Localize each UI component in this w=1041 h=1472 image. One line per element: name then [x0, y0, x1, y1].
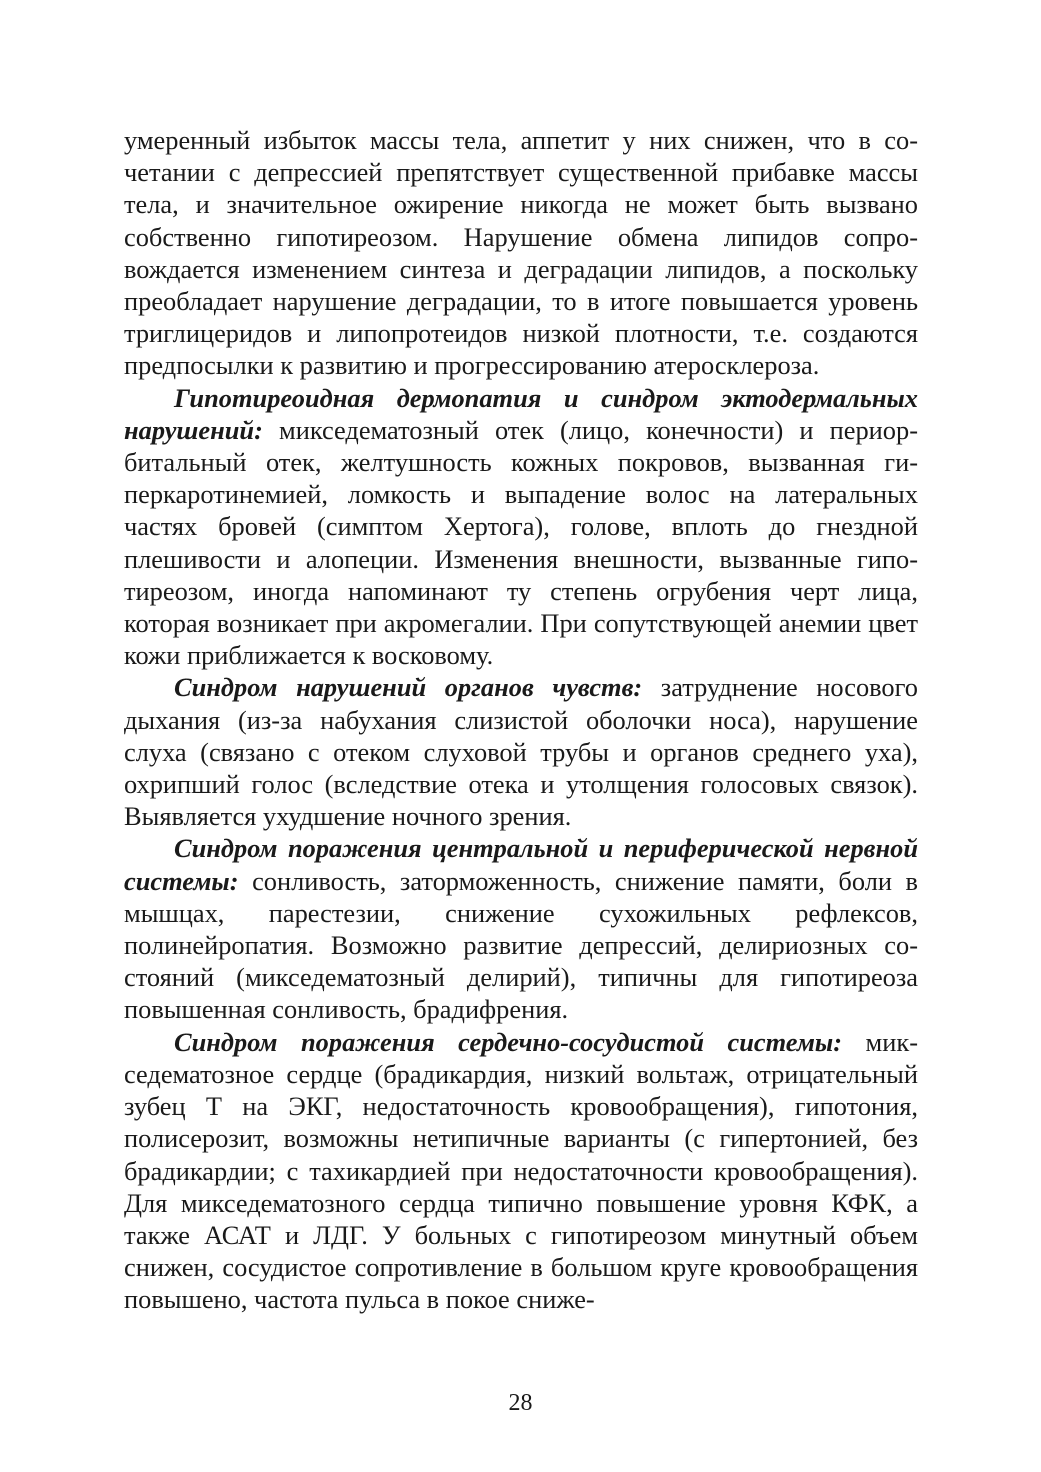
page-body — [124, 124, 918, 1316]
paragraph-text: сонливость, заторможенность, снижение памяти, боли в мышцах, парестезии, снижение сухожильных рефлексов, полинейропатия. Возможно развитие депрессий, делириозных состояний (микседематозный делирий), типичны для гипотиреоза повышенная сонливость, брадифрения. — [124, 865, 918, 1025]
section-heading: Синдром поражения сердечно-сосудистой системы: — [174, 1026, 843, 1057]
section-heading: Гипотиреоидная дермопатия и синдром эктодермальных нарушений: — [124, 382, 918, 445]
paragraph-text: микседематозное сердце (брадикардия, низкий вольтаж, отрицательный зубец Т на ЭКГ, недостаточность кровообращения), гипотония, полисерозит, возможны нетипичные варианты (с гипертонией, без брадикардии; с тахикардией при недостаточности кровообращения). Для микседематозного сердца типично повышение уровня КФК, а также АСАТ и ЛДГ. У больных с гипотиреозом минутный объем снижен, сосудистое сопротивление в большом круге кровообращения повышено, частота пульса в покое сниже- — [124, 1026, 918, 1315]
paragraph-text: затруднение носового дыхания (из-за набухания слизистой оболочки носа), нарушение слуха (связано с отеком слуховой трубы и органов среднего уха), охрипший голос (вследствие отека и утолщения голосовых связок). Выявляется ухудшение ночного зрения. — [124, 672, 918, 832]
section-heading: Синдром поражения центральной и периферической нервной системы: — [124, 833, 918, 896]
paragraph-lipid-metabolism — [124, 124, 918, 382]
page-number: 28 — [508, 1390, 533, 1416]
paragraph-dermopathy — [124, 382, 918, 672]
paragraph-nervous-system — [124, 832, 918, 1025]
paragraph-text: микседематозный отек (лицо, конечности) и периорбитальный отек, желтушность кожных покровов, вызванная гиперкаротинемией, ломкость и выпадение волос на латеральных частях бровей (симптом Хертога), голове, вплоть до гнездной плешивости и алопеции. Изменения внешности, вызванные гипотиреозом, иногда напоминают ту степень огрубения черт лица, которая возникает при акромегалии. При сопутствующей анемии цвет кожи приближается к восковому. — [124, 414, 918, 671]
paragraph-cardiovascular — [124, 1026, 918, 1316]
section-heading: Синдром нарушений органов чувств: — [174, 672, 643, 703]
paragraph-sensory-organs — [124, 671, 918, 832]
paragraph-text: умеренный избыток массы тела, аппетит у них снижен, что в сочетании с депрессией препятствует существенной прибавке массы тела, и значительное ожирение никогда не может быть вызвано собственно гипотиреозом. Нарушение обмена липидов сопровождается изменением синтеза и деградации липидов, а поскольку преобладает нарушение деградации, то в итоге повышается уровень триглицеридов и липопротеидов низкой плотности, т.е. создаются предпосылки к развитию и прогрессированию атеросклероза. — [124, 125, 918, 381]
